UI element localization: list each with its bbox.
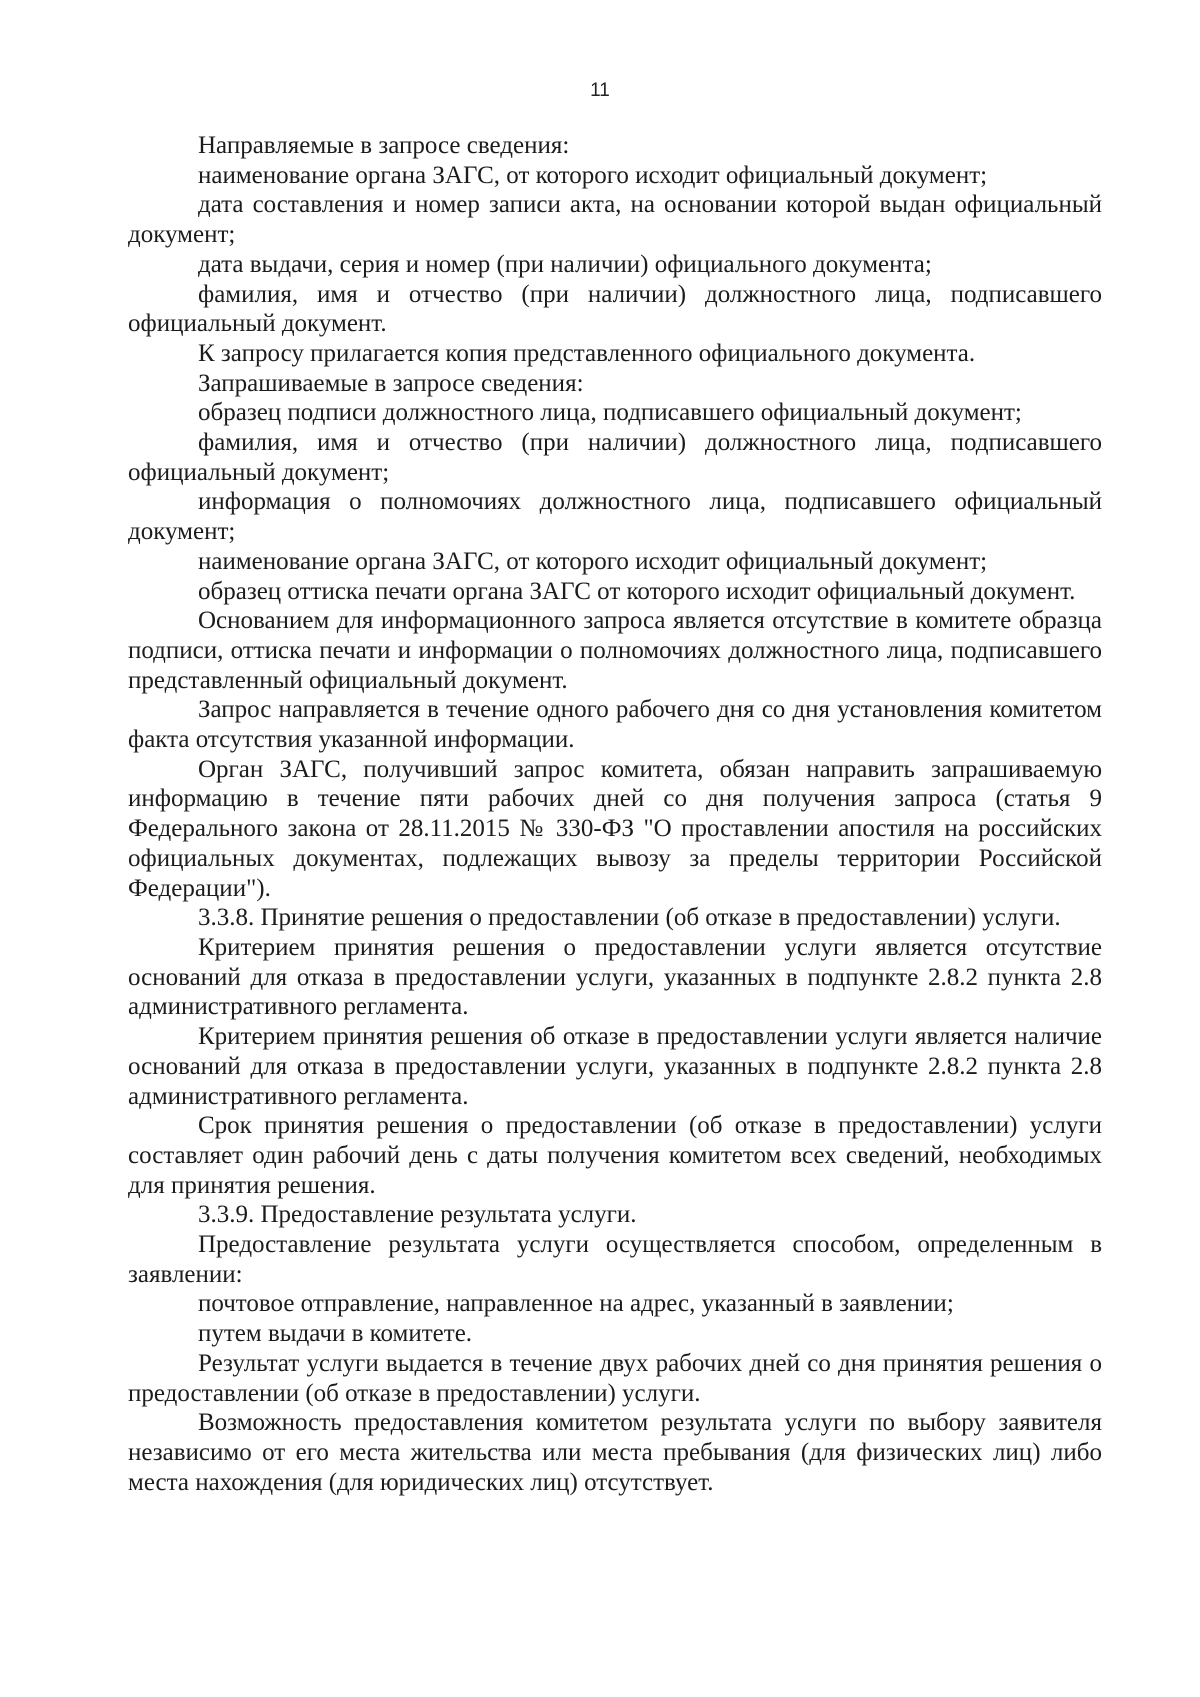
paragraph: 3.3.9. Предоставление результата услуги. — [198, 1201, 637, 1229]
paragraph: наименование органа ЗАГС, от которого исходит официальный документ; — [198, 547, 988, 575]
paragraph: К запросу прилагается копия представленного официального документа. — [198, 339, 976, 367]
paragraph: Предоставление результата услуги осуществляется способом, определенным в заявлении: — [128, 1231, 1102, 1288]
paragraph: образец оттиска печати органа ЗАГС от которого исходит официальный документ. — [198, 577, 1076, 605]
paragraph: путем выдачи в комитете. — [198, 1320, 473, 1348]
paragraph: дата выдачи, серия и номер (при наличии) официального документа; — [198, 250, 932, 278]
paragraph: Запрос направляется в течение одного рабочего дня со дня установления комитетом факта отсутствия указанной информации. — [128, 696, 1102, 754]
paragraph: Основанием для информационного запроса является отсутствие в комитете образца подписи, оттиска печати и информации о полномочиях должностного лица, подписавшего представленный официальный документ. — [128, 607, 1102, 694]
paragraph: дата составления и номер записи акта, на основании которой выдан официальный документ; — [128, 191, 1102, 249]
paragraph: Критерием принятия решения об отказе в предоставлении услуги является наличие оснований для отказа в предоставлении услуги, указанных в подпункте 2.8.2 пункта 2.8 административного регламента. — [128, 1023, 1102, 1110]
document-body — [128, 131, 1102, 1497]
paragraph: Срок принятия решения о предоставлении (об отказе в предоставлении) услуги составляет один рабочий день с даты получения комитетом всех сведений, необходимых для принятия решения. — [128, 1112, 1102, 1199]
paragraph: фамилия, имя и отчество (при наличии) должностного лица, подписавшего официальный документ; — [128, 429, 1102, 486]
paragraph: почтовое отправление, направленное на адрес, указанный в заявлении; — [198, 1290, 954, 1318]
paragraph: информация о полномочиях должностного лица, подписавшего официальный документ; — [128, 488, 1102, 546]
paragraph: Орган ЗАГС, получивший запрос комитета, обязан направить запрашиваемую информацию в течение пяти рабочих дней со дня получения запроса (статья 9 Федерального закона от 28.11.2015 № 330-ФЗ "О проставлении апостиля на российских официальных документах, подлежащих вывозу за пределы территории Российской Федерации"). — [128, 755, 1102, 902]
paragraph: Критерием принятия решения о предоставлении услуги является отсутствие оснований для отказа в предоставлении услуги, указанных в подпункте 2.8.2 пункта 2.8 административного регламента. — [128, 933, 1102, 1021]
paragraph: Направляемые в запросе сведения: — [198, 132, 570, 159]
paragraph: 3.3.8. Принятие решения о предоставлении (об отказе в предоставлении) услуги. — [198, 904, 1061, 932]
paragraph: Результат услуги выдается в течение двух рабочих дней со дня принятия решения о предоставлении (об отказе в предоставлении) услуги. — [128, 1349, 1102, 1407]
paragraph: образец подписи должностного лица, подписавшего официальный документ; — [198, 399, 1022, 427]
paragraph: фамилия, имя и отчество (при наличии) должностного лица, подписавшего официальный документ. — [128, 280, 1102, 338]
paragraph: Возможность предоставления комитетом результата услуги по выбору заявителя независимо от его места жительства или места пребывания (для физических лиц) либо места нахождения (для юридических лиц) отсутствует. — [128, 1409, 1102, 1496]
paragraph: Запрашиваемые в запросе сведения: — [198, 369, 584, 397]
paragraph: наименование органа ЗАГС, от которого исходит официальный документ; — [198, 161, 988, 189]
page-number: 11 — [590, 80, 610, 101]
